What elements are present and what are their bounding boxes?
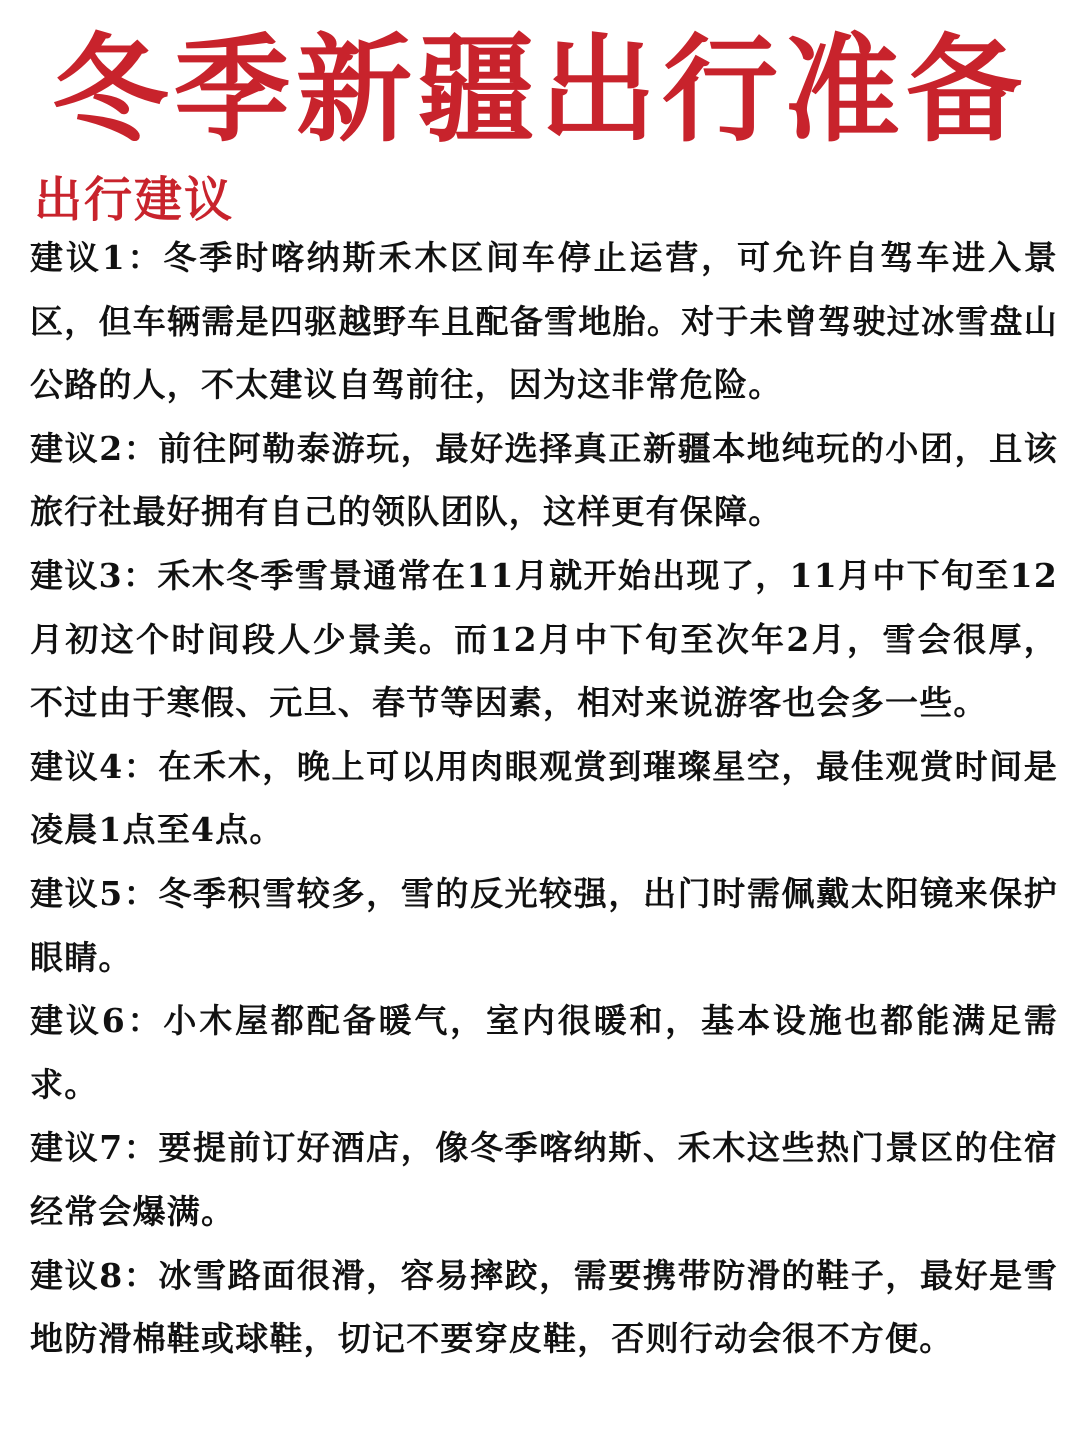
tip-item-5 (30, 862, 1058, 989)
tip-label: 建议1： (30, 238, 164, 277)
tip-label: 建议3： (30, 555, 158, 595)
tip-text: 要提前订好酒店，像冬季喀纳斯、禾木这些热门景区的住宿经常会爆满。 (30, 1128, 1058, 1231)
page-title: 冬季新疆出行准备 (52, 23, 1028, 158)
tip-text: 冰雪路面很滑，容易摔跤，需要携带防滑的鞋子，最好是雪地防滑棉鞋或球鞋，切记不要穿皮鞋，否则行动会很不方便。 (30, 1255, 1058, 1359)
tip-label: 建议7： (30, 1128, 159, 1168)
tip-text: 冬季时喀纳斯禾木区间车停止运营，可允许自驾车进入景区，但车辆需是四驱越野车且配备雪地胎。对于未曾驾驶过冰雪盘山公路的人，不太建议自驾前往，因为这非常危险。 (30, 238, 1059, 405)
tip-item-2 (30, 417, 1058, 544)
tip-label: 建议8： (30, 1255, 159, 1295)
tip-label: 建议4： (30, 746, 159, 786)
tip-text: 禾木冬季雪景通常在11月就开始出现了，11月中下旬至12月初这个时间段人少景美。而12月中下旬至次年2月，雪会很厚，不过由于寒假、元旦、春节等因素，相对来说游客也会多一些。 (30, 555, 1059, 723)
tip-label: 建议6： (30, 1001, 164, 1041)
section-heading: 出行建议 (34, 172, 235, 228)
tip-item-8 (30, 1244, 1058, 1371)
tip-label: 建议2： (30, 428, 159, 468)
tip-item-6 (30, 989, 1058, 1116)
tip-item-3 (30, 544, 1058, 735)
tip-text: 前往阿勒泰游玩，最好选择真正新疆本地纯玩的小团，且该旅行社最好拥有自己的领队团队，这样更有保障。 (30, 428, 1058, 532)
tip-text: 小木屋都配备暖气，室内很暖和，基本设施也都能满足需求。 (30, 1001, 1059, 1104)
tip-item-7 (30, 1116, 1058, 1243)
tip-item-4 (30, 735, 1058, 862)
tip-text: 在禾木，晚上可以用肉眼观赏到璀璨星空，最佳观赏时间是凌晨1点至4点。 (30, 746, 1058, 850)
tip-item-1 (30, 226, 1058, 417)
tips-list (30, 226, 1058, 1371)
tip-label: 建议5： (30, 873, 159, 913)
tip-text: 冬季积雪较多，雪的反光较强，出门时需佩戴太阳镜来保护眼睛。 (30, 873, 1058, 977)
